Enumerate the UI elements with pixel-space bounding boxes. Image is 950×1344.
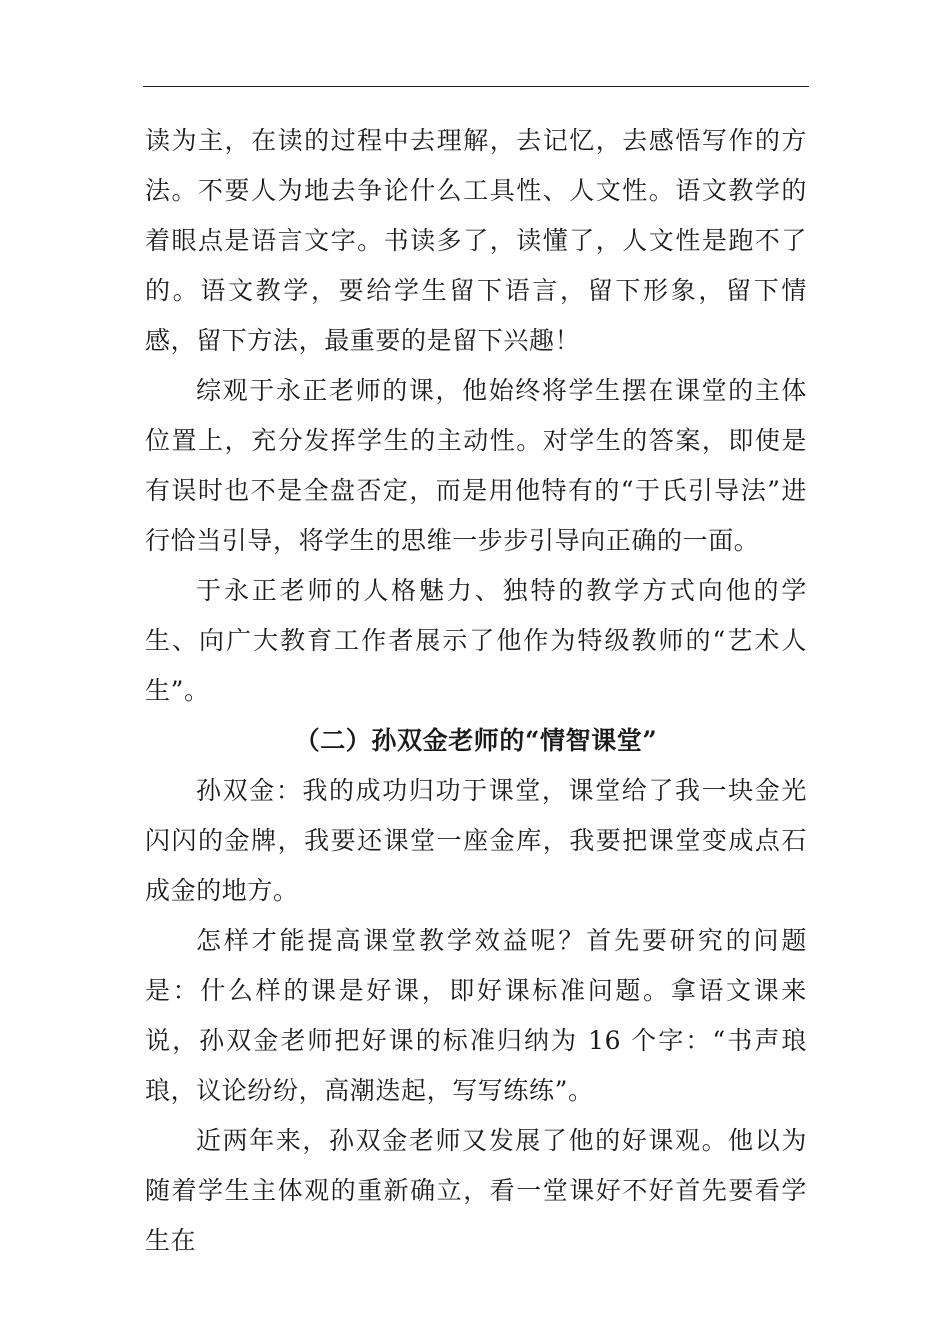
header-rule xyxy=(143,86,809,87)
paragraph-sun-shuangjin-quote: 孙双金：我的成功归功于课堂，课堂给了我一块金光闪闪的金牌，我要还课堂一座金库，我要把课堂变成点石成金的地方。 xyxy=(145,776,807,905)
paragraph-yu-yongzheng-class: 综观于永正老师的课，他始终将学生摆在课堂的主体位置上，充分发挥学生的主动性。对学生的答案，即使是有误时也不是全盘否定，而是用他特有的“于氏引导法”进行恰当引导，将学生的思维一步步引导向正确的一面。 xyxy=(145,376,807,555)
paragraph-good-class-view: 近两年来，孙双金老师又发展了他的好课观。他以为随着学生主体观的重新确立，看一堂课好不好首先要看学生在 xyxy=(145,1126,807,1255)
paragraph-yu-yongzheng-charm: 于永正老师的人格魅力、独特的教学方式向他的学生、向广大教育工作者展示了他作为特级教师的“艺术人生”。 xyxy=(145,576,807,705)
paragraph-good-class-standard: 怎样才能提高课堂教学效益呢？首先要研究的问题是：什么样的课是好课，即好课标准问题。拿语文课来说，孙双金老师把好课的标准归纳为 16 个字：“书声琅琅，议论纷纷，高潮迭起，写写练练”。 xyxy=(145,926,807,1105)
paragraph-continued: 读为主，在读的过程中去理解，去记忆，去感悟写作的方法。不要人为地去争论什么工具性、人文性。语文教学的着眼点是语言文字。书读多了，读懂了，人文性是跑不了的。语文教学，要给学生留下语言，留下形象，留下情感，留下方法，最重要的是留下兴趣！ xyxy=(145,126,807,355)
document-body xyxy=(145,116,807,1266)
section-heading: （二）孙双金老师的“情智课堂” xyxy=(294,726,658,755)
